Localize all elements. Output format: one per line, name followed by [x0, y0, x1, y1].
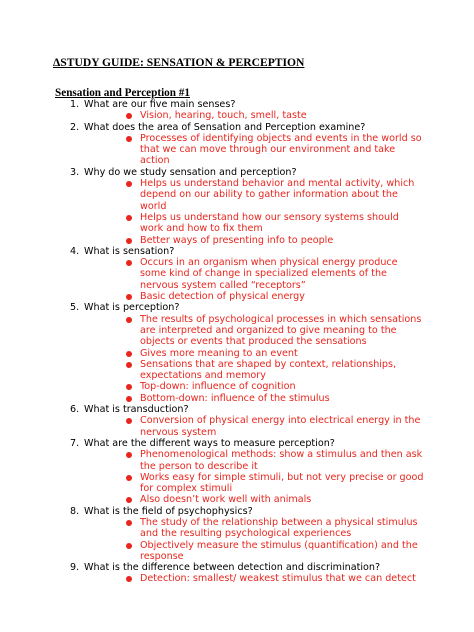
bullet-icon: [126, 215, 132, 221]
question-number: 8.: [70, 505, 80, 517]
question-item: [55, 99, 425, 122]
bullet-icon: [126, 294, 132, 300]
answer-item: [84, 393, 425, 404]
answer-item: [84, 381, 425, 392]
document-title: ΔSTUDY GUIDE: SENSATION & PERCEPTION: [53, 56, 305, 69]
bullet-icon: [126, 136, 132, 142]
question-text: What is perception?: [84, 302, 180, 314]
question-item: [55, 167, 425, 246]
answer-text: Helps us understand behavior and mental activity, which depend on our ability to gather information about the world: [140, 178, 415, 212]
answer-text: Bottom-down: influence of the stimulus: [140, 392, 330, 404]
bullet-icon: [126, 418, 132, 424]
answer-text: Phenomenological methods: show a stimulus and then ask the person to describe it: [140, 449, 423, 472]
question-number: 3.: [70, 166, 80, 178]
bullet-icon: [126, 362, 132, 368]
answer-list: [84, 314, 425, 404]
bullet-icon: [126, 351, 132, 357]
answer-item: [84, 314, 425, 348]
answer-text: Top-down: influence of cognition: [140, 381, 296, 393]
answer-list: [84, 517, 425, 562]
question-number: 9.: [70, 562, 80, 574]
question-number: 6.: [70, 404, 80, 416]
answer-text: Also doesn’t work well with animals: [140, 494, 312, 506]
answer-list: [84, 133, 425, 167]
answer-item: [84, 110, 425, 121]
question-item: [55, 438, 425, 506]
bullet-icon: [126, 475, 132, 481]
bullet-icon: [126, 260, 132, 266]
question-text: What is sensation?: [84, 245, 175, 257]
answer-text: Conversion of physical energy into electrical energy in the nervous system: [140, 415, 421, 438]
answer-item: [84, 212, 425, 235]
bullet-icon: [126, 384, 132, 390]
answer-text: Works easy for simple stimuli, but not very precise or good for complex stimuli: [140, 471, 424, 495]
question-number: 4.: [70, 245, 80, 257]
question-number: 1.: [70, 99, 80, 110]
answer-text: Helps us understand how our sensory systems should work and how to fix them: [140, 211, 399, 235]
bullet-icon: [126, 396, 132, 402]
answer-item: [84, 517, 425, 540]
answer-item: [84, 449, 425, 472]
question-text: What are the different ways to measure perception?: [84, 437, 335, 449]
question-text: What are our five main senses?: [84, 99, 236, 110]
question-number: 7.: [70, 437, 80, 449]
answer-text: Vision, hearing, touch, smell, taste: [140, 110, 307, 122]
question-text: What is transduction?: [84, 404, 189, 416]
answer-item: [84, 348, 425, 359]
answer-text: Objectively measure the stimulus (quantification) and the response: [140, 539, 418, 562]
answer-item: [84, 472, 425, 495]
bullet-icon: [126, 576, 132, 582]
answer-list: [84, 257, 425, 302]
question-item: [55, 404, 425, 438]
answer-text: The study of the relationship between a physical stimulus and the resulting psychological experiences: [140, 516, 418, 540]
question-item: [55, 562, 425, 585]
bullet-icon: [126, 238, 132, 244]
answer-item: [84, 540, 425, 563]
answer-text: The results of psychological processes in which sensations are interpreted and organized to give meaning to the objects or events that produced the sensations: [140, 313, 422, 348]
answer-item: [84, 133, 425, 167]
question-list: [55, 99, 425, 585]
answer-item: [84, 291, 425, 302]
answer-item: [84, 257, 425, 291]
question-text: What is the field of psychophysics?: [84, 505, 253, 517]
answer-item: [84, 494, 425, 505]
bullet-icon: [126, 452, 132, 458]
bullet-icon: [126, 113, 132, 119]
answer-item: [84, 178, 425, 212]
question-text: What does the area of Sensation and Perception examine?: [84, 121, 366, 133]
question-text: Why do we study sensation and perception?: [84, 166, 297, 178]
question-item: [55, 302, 425, 404]
answer-text: Better ways of presenting info to people: [140, 234, 334, 246]
answer-list: [84, 178, 425, 246]
answer-list: [84, 415, 425, 438]
bullet-icon: [126, 181, 132, 187]
question-number: 2.: [70, 121, 80, 133]
question-number: 5.: [70, 302, 80, 314]
question-text: What is the difference between detection and discrimination?: [84, 562, 381, 574]
section-heading: Sensation and Perception #1: [55, 87, 190, 99]
question-item: [55, 122, 425, 167]
answer-item: [84, 235, 425, 246]
answer-text: Basic detection of physical energy: [140, 291, 305, 303]
answer-list: [84, 573, 425, 584]
question-item: [55, 506, 425, 562]
bullet-icon: [126, 543, 132, 549]
answer-item: [84, 359, 425, 382]
answer-list: [84, 449, 425, 505]
answer-text: Sensations that are shaped by context, relationships, expectations and memory: [140, 358, 397, 382]
answer-text: Occurs in an organism when physical energy produce some kind of change in specialized elements of the nervous system called “receptors”: [140, 257, 398, 291]
answer-item: [84, 573, 425, 584]
answer-item: [84, 415, 425, 438]
bullet-icon: [126, 317, 132, 323]
answer-text: Processes of identifying objects and events in the world so that we can move through our environment and take action: [140, 132, 422, 167]
bullet-icon: [126, 520, 132, 526]
bullet-icon: [126, 497, 132, 503]
question-item: [55, 246, 425, 302]
answer-text: Gives more meaning to an event: [140, 347, 298, 359]
answer-list: [84, 110, 425, 121]
document-content: [55, 87, 425, 585]
answer-text: Detection: smallest/ weakest stimulus that we can detect: [140, 573, 416, 585]
